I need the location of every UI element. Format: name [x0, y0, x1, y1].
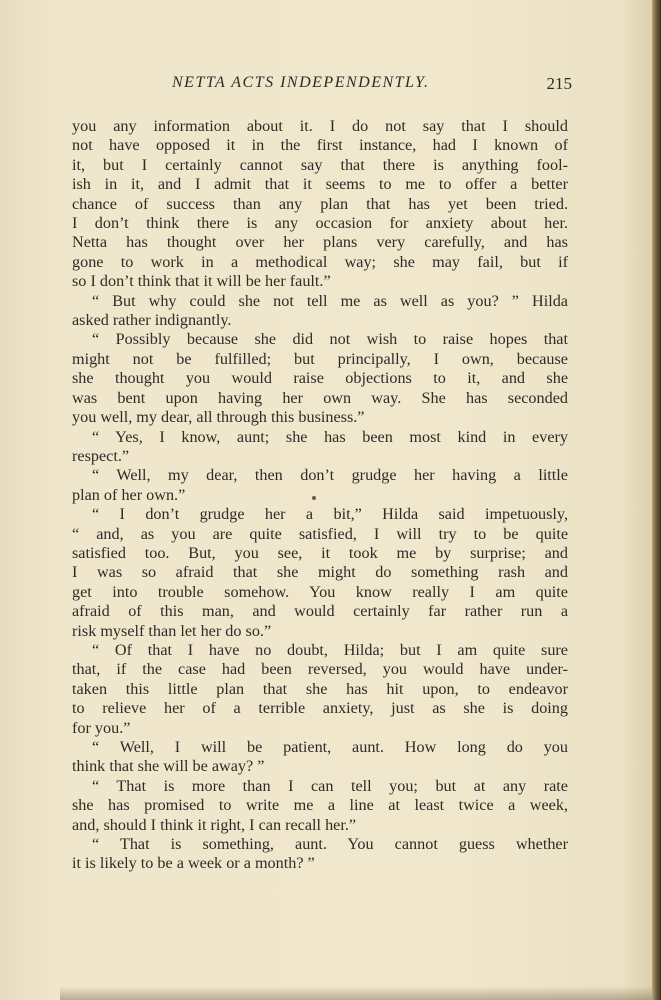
text-line: “ Yes, I know, aunt; she has been most kind in every — [92, 427, 568, 446]
text-line: “ I don’t grudge her a bit,” Hilda said impetuously, — [92, 505, 568, 524]
text-line: think that she will be away? ” — [72, 757, 265, 776]
text-line: respect.” — [72, 446, 130, 465]
text-line: you any information about it. I do not say that I should — [72, 117, 568, 135]
text-line: not have opposed it in the first instance, had I known of — [72, 136, 568, 155]
text-line: satisfied too. But, you see, it took me by surprise; and — [72, 543, 568, 562]
page-bottom-shadow — [60, 986, 661, 1000]
text-line: might not be fulfilled; but principally, I own, because — [72, 349, 568, 368]
text-line: for you.” — [72, 718, 131, 737]
text-line: “ and, as you are quite satisfied, I will try to be quite — [72, 524, 568, 543]
text-line: she has promised to write me a line at least twice a week, — [72, 796, 568, 815]
page-header — [72, 74, 572, 98]
text-line: it, but I certainly cannot say that there is anything fool- — [72, 155, 568, 174]
text-line: you well, my dear, all through this business.” — [72, 408, 365, 427]
text-line: chance of success than any plan that has yet been tried. — [72, 194, 568, 213]
text-line: “ Well, my dear, then don’t grudge her having a little — [92, 466, 568, 485]
text-line: afraid of this man, and would certainly far rather run a — [72, 602, 568, 621]
text-line: “ That is more than I can tell you; but at any rate — [92, 776, 568, 795]
running-title: NETTA ACTS INDEPENDENTLY. — [172, 74, 430, 91]
text-line: get into trouble somehow. You know really I am quite — [72, 582, 568, 601]
text-line: “ That is something, aunt. You cannot guess whether — [92, 835, 568, 854]
text-line: taken this little plan that she has hit upon, to endeavor — [72, 679, 568, 698]
book-spine-edge — [652, 0, 661, 1000]
text-line: that, if the case had been reversed, you would have under- — [72, 660, 568, 679]
text-line: I don’t think there is any occasion for anxiety about her. — [72, 214, 568, 233]
text-line: risk myself than let her do so.” — [72, 621, 272, 640]
text-line: to relieve her of a terrible anxiety, just as she is doing — [72, 699, 568, 718]
text-line: gone to work in a methodical way; she may fail, but if — [72, 252, 568, 271]
text-line: she thought you would raise objections to it, and she — [72, 369, 568, 388]
text-line: so I don’t think that it will be her fault.” — [72, 272, 331, 291]
text-line: was bent upon having her own way. She has seconded — [72, 388, 568, 407]
text-line: Netta has thought over her plans very carefully, and has — [72, 233, 568, 252]
text-line: and, should I think it right, I can recall her.” — [72, 815, 357, 834]
ink-speck — [312, 496, 316, 500]
text-line: ish in it, and I admit that it seems to me to offer a better — [72, 175, 568, 194]
text-line: “ Of that I have no doubt, Hilda; but I am quite sure — [92, 640, 568, 659]
text-line: “ Possibly because she did not wish to raise hopes that — [92, 330, 568, 349]
page-number: 215 — [546, 74, 572, 93]
text-line: it is likely to be a week or a month? ” — [72, 854, 315, 873]
text-line: asked rather indignantly. — [72, 311, 232, 330]
text-line: I was so afraid that she might do something rash and — [72, 563, 568, 582]
body-text — [72, 117, 568, 874]
text-line: “ But why could she not tell me as well as you? ” Hilda — [92, 291, 568, 310]
text-line: plan of her own.” — [72, 485, 186, 504]
text-line: “ Well, I will be patient, aunt. How long do you — [92, 738, 568, 756]
